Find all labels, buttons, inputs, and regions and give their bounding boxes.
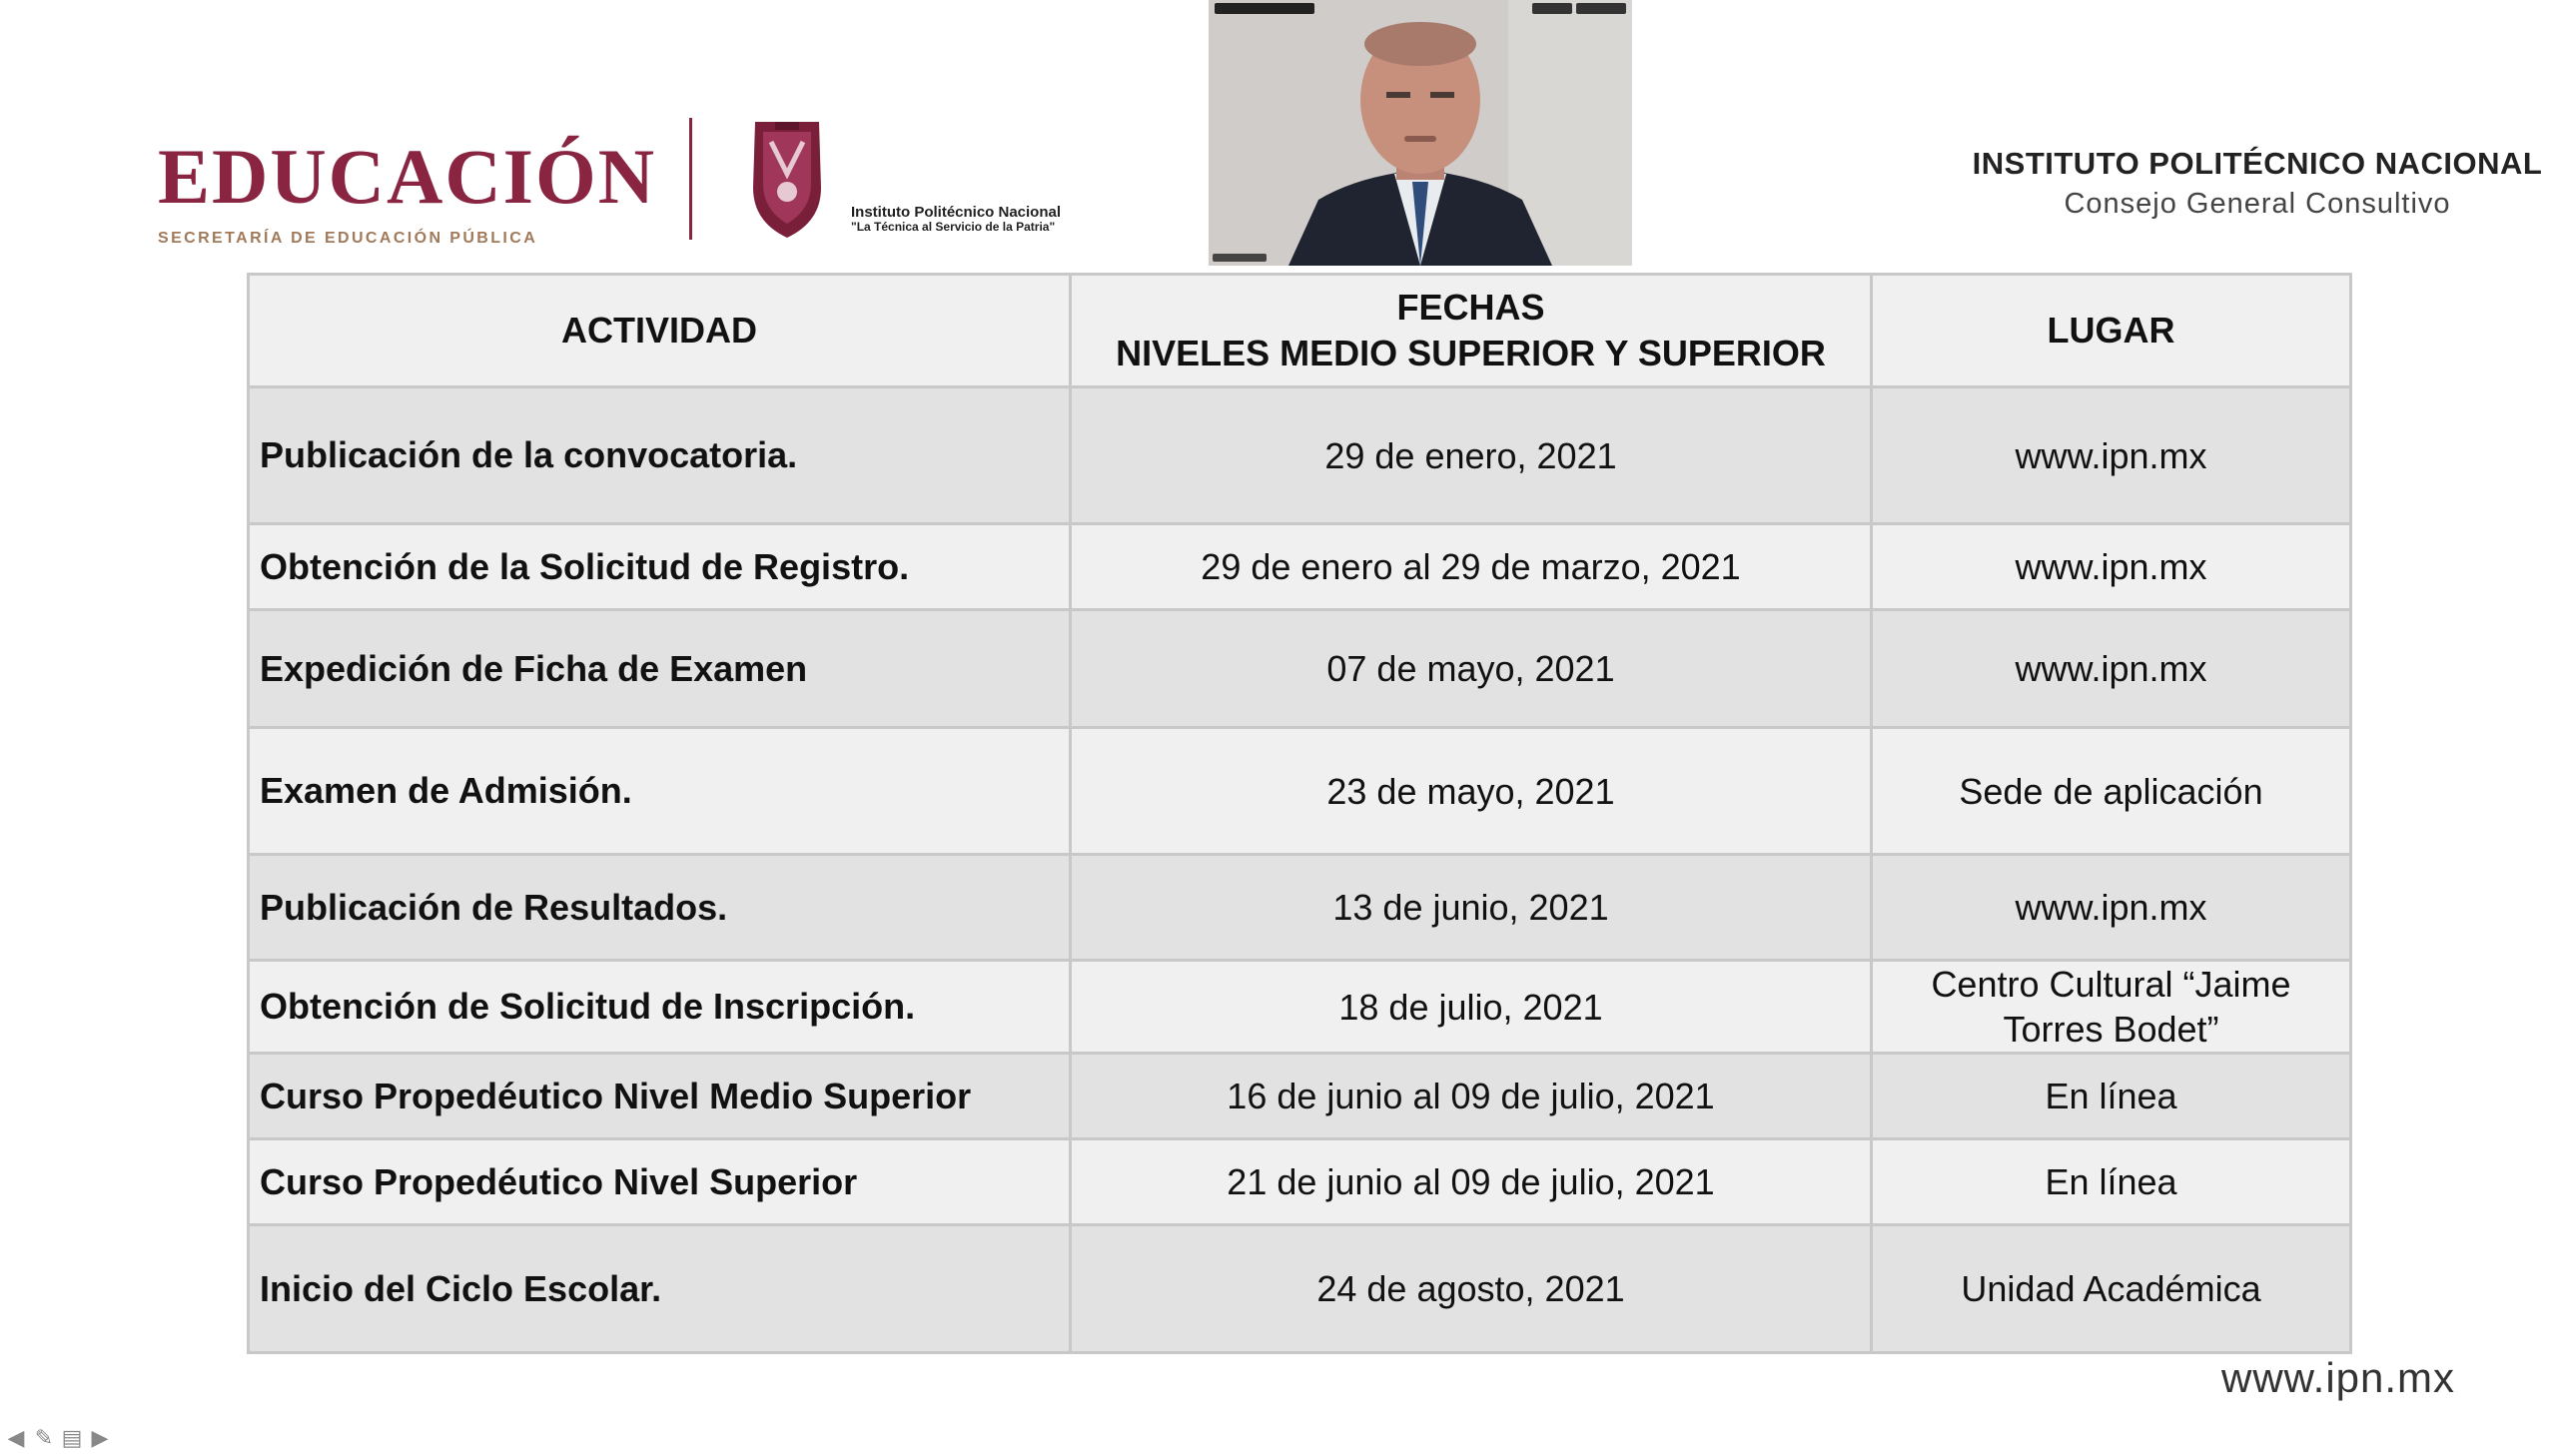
cell-lugar xyxy=(1872,961,2351,1054)
cell-fecha: 24 de agosto, 2021 xyxy=(1071,1225,1872,1353)
ipn-emblem-icon xyxy=(747,118,827,240)
video-status-tag xyxy=(1213,254,1267,262)
ipn-small-motto: "La Técnica al Servicio de la Patria" xyxy=(851,220,1056,235)
video-top-bar xyxy=(1209,0,1632,16)
cell-lugar: En línea xyxy=(1872,1139,2351,1225)
participant-name-tag xyxy=(1215,3,1314,14)
cell-lugar: En línea xyxy=(1872,1054,2351,1139)
table-row xyxy=(249,1054,2351,1139)
header-lugar: LUGAR xyxy=(1872,275,2351,387)
table-row xyxy=(249,524,2351,610)
cell-fecha: 21 de junio al 09 de julio, 2021 xyxy=(1071,1139,1872,1225)
cell-fecha: 18 de julio, 2021 xyxy=(1071,961,1872,1054)
cell-fecha: 13 de junio, 2021 xyxy=(1071,855,1872,961)
ipn-small-name: Instituto Politécnico Nacional xyxy=(851,204,1062,221)
table-row xyxy=(249,728,2351,855)
schedule-table xyxy=(247,273,2352,1354)
video-control-button[interactable] xyxy=(1532,3,1572,14)
sep-logo-title: EDUCACIÓN xyxy=(158,133,657,220)
pen-icon[interactable]: ✎ xyxy=(34,1425,54,1450)
institution-heading xyxy=(1958,146,2557,221)
cell-lugar: www.ipn.mx xyxy=(1872,610,2351,728)
cell-actividad: Curso Propedéutico Nivel Superior xyxy=(249,1139,1071,1225)
slide-navigation xyxy=(4,1426,112,1456)
header-actividad: ACTIVIDAD xyxy=(249,275,1071,387)
arrow-right-icon[interactable]: ▶ xyxy=(91,1425,109,1450)
participant-video-image xyxy=(1209,0,1632,266)
cell-lugar: www.ipn.mx xyxy=(1872,524,2351,610)
table-row xyxy=(249,610,2351,728)
cell-actividad: Expedición de Ficha de Examen xyxy=(249,610,1071,728)
cell-actividad: Publicación de Resultados. xyxy=(249,855,1071,961)
cell-lugar: www.ipn.mx xyxy=(1872,855,2351,961)
sep-logo xyxy=(158,133,657,248)
cell-lugar-line2: Torres Bodet” xyxy=(2003,1009,2219,1050)
cell-lugar-line1: Centro Cultural “Jaime xyxy=(1931,964,2291,1005)
footer-url: www.ipn.mx xyxy=(2221,1354,2456,1401)
institution-subtitle: Consejo General Consultivo xyxy=(2064,188,2451,220)
table-row xyxy=(249,387,2351,524)
header-fechas-line2: NIVELES MEDIO SUPERIOR Y SUPERIOR xyxy=(1116,333,1826,373)
participant-video[interactable] xyxy=(1209,0,1632,266)
table-row xyxy=(249,855,2351,961)
cell-actividad: Curso Propedéutico Nivel Medio Superior xyxy=(249,1054,1071,1139)
cell-actividad: Examen de Admisión. xyxy=(249,728,1071,855)
logo-divider xyxy=(689,118,692,240)
cell-lugar: Sede de aplicación xyxy=(1872,728,2351,855)
ipn-small-caption xyxy=(851,204,1061,235)
table-row xyxy=(249,1139,2351,1225)
cell-fecha: 23 de mayo, 2021 xyxy=(1071,728,1872,855)
cell-lugar: www.ipn.mx xyxy=(1872,387,2351,524)
arrow-left-icon[interactable]: ◀ xyxy=(7,1425,25,1450)
video-control-button[interactable] xyxy=(1576,3,1626,14)
table-row xyxy=(249,961,2351,1054)
sep-logo-subtitle: SECRETARÍA DE EDUCACIÓN PÚBLICA xyxy=(158,230,538,247)
header-fechas-line1: FECHAS xyxy=(1396,287,1545,328)
table-row xyxy=(249,1225,2351,1353)
institution-name: INSTITUTO POLITÉCNICO NACIONAL xyxy=(1972,146,2543,181)
cell-actividad: Inicio del Ciclo Escolar. xyxy=(249,1225,1071,1353)
slide-menu-icon[interactable]: ▤ xyxy=(61,1425,83,1450)
cell-actividad: Publicación de la convocatoria. xyxy=(249,387,1071,524)
table-header-row xyxy=(249,275,2351,387)
cell-lugar: Unidad Académica xyxy=(1872,1225,2351,1353)
cell-fecha: 29 de enero, 2021 xyxy=(1071,387,1872,524)
cell-fecha: 16 de junio al 09 de julio, 2021 xyxy=(1071,1054,1872,1139)
cell-fecha: 29 de enero al 29 de marzo, 2021 xyxy=(1071,524,1872,610)
cell-actividad: Obtención de la Solicitud de Registro. xyxy=(249,524,1071,610)
cell-actividad: Obtención de Solicitud de Inscripción. xyxy=(249,961,1071,1054)
header-fechas xyxy=(1071,275,1872,387)
cell-fecha: 07 de mayo, 2021 xyxy=(1071,610,1872,728)
